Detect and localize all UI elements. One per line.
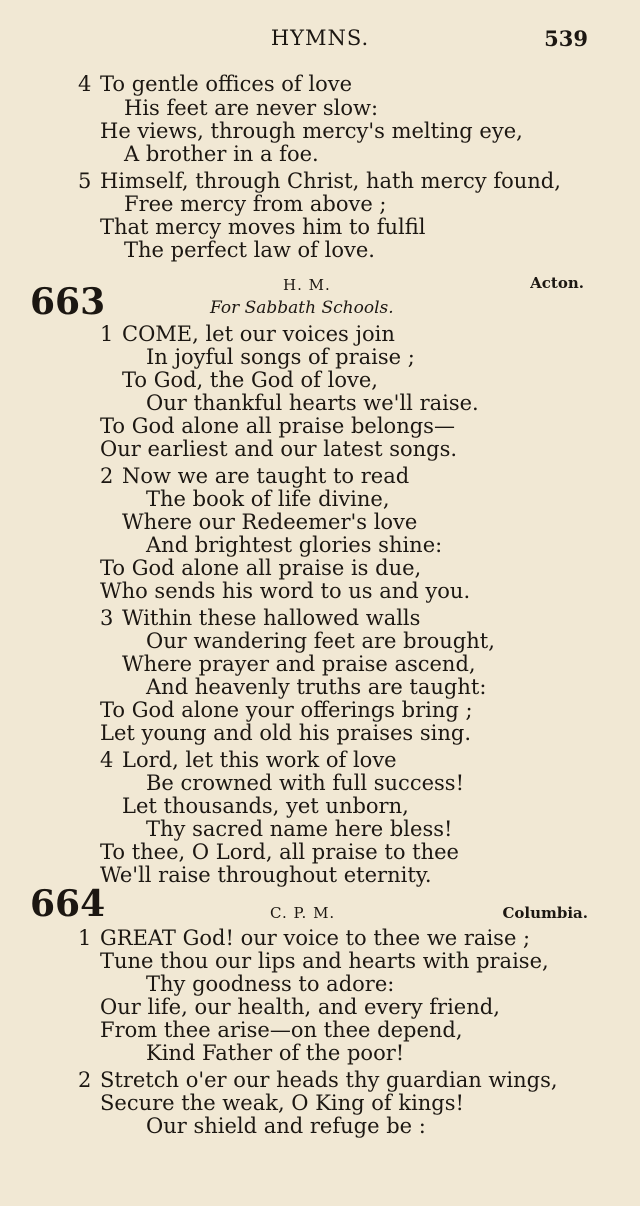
verse-line: And heavenly truths are taught:	[146, 675, 487, 699]
verse-line: To God alone all praise belongs—	[100, 414, 455, 438]
verse-line: Let thousands, yet unborn,	[122, 794, 409, 818]
verse-number: 2	[78, 1068, 92, 1092]
tune-name: Columbia.	[502, 904, 588, 922]
verse-line: Thy goodness to adore:	[146, 972, 395, 996]
verse-line: 1 COME, let our voices join	[100, 322, 395, 346]
verse-line: Free mercy from above ;	[124, 192, 387, 216]
hymn-subtitle: For Sabbath Schools.	[210, 298, 394, 318]
verse-number: 2	[100, 464, 114, 488]
hymn-number: 664	[30, 883, 106, 925]
verse-line: Who sends his word to us and you.	[100, 579, 471, 603]
verse-line: That mercy moves him to fulfil	[100, 215, 426, 239]
meter-label: C. P. M.	[270, 904, 336, 922]
verse-line: Our life, our health, and every friend,	[100, 995, 500, 1019]
verse-number: 1	[100, 322, 114, 346]
verse-line: Our thankful hearts we'll raise.	[146, 391, 479, 415]
verse-line: We'll raise throughout eternity.	[100, 863, 432, 887]
verse-line: The perfect law of love.	[124, 238, 375, 262]
verse-line: 2 Now we are taught to read	[100, 464, 410, 488]
verse-line: Secure the weak, O King of kings!	[100, 1091, 464, 1115]
verse-line: To thee, O Lord, all praise to thee	[100, 840, 459, 864]
verse-line: 1 GREAT God! our voice to thee we raise ;	[78, 926, 531, 950]
verse-line: A brother in a foe.	[124, 142, 319, 166]
verse-line: Kind Father of the poor!	[146, 1041, 405, 1065]
verse-line: 2 Stretch o'er our heads thy guardian wings,	[78, 1068, 558, 1092]
verse-line: To God, the God of love,	[122, 368, 378, 392]
verse-number: 5	[78, 169, 92, 193]
verse-line: His feet are never slow:	[124, 96, 379, 120]
verse-line: To God alone all praise is due,	[100, 556, 422, 580]
verse-line: Our shield and refuge be :	[146, 1114, 426, 1138]
verse-line: Let young and old his praises sing.	[100, 721, 472, 745]
verse-line: And brightest glories shine:	[146, 533, 443, 557]
meter-label: H. M.	[283, 276, 331, 294]
verse-line: 4 To gentle offices of love	[78, 72, 353, 96]
verse-line: Where prayer and praise ascend,	[122, 652, 476, 676]
verse-line: Our wandering feet are brought,	[146, 629, 495, 653]
tune-name: Acton.	[530, 274, 584, 292]
verse-line: Tune thou our lips and hearts with praise,	[100, 949, 549, 973]
verse-line: 5 Himself, through Christ, hath mercy found,	[78, 169, 561, 193]
page-number: 539	[544, 26, 588, 51]
verse-line: Be crowned with full success!	[146, 771, 465, 795]
verse-line: He views, through mercy's melting eye,	[100, 119, 523, 143]
verse-line: 3 Within these hallowed walls	[100, 606, 421, 630]
verse-line: Thy sacred name here bless!	[146, 817, 453, 841]
verse-line: In joyful songs of praise ;	[146, 345, 415, 369]
page-header	[0, 24, 640, 54]
verse-number: 3	[100, 606, 114, 630]
verse-number: 1	[78, 926, 92, 950]
verse-number: 4	[100, 748, 114, 772]
verse-number: 4	[78, 72, 92, 96]
verse-line: The book of life divine,	[146, 487, 390, 511]
running-title: HYMNS.	[270, 26, 370, 50]
hymn-number: 663	[30, 281, 106, 323]
verse-line: 4 Lord, let this work of love	[100, 748, 397, 772]
verse-line: Our earliest and our latest songs.	[100, 437, 458, 461]
verse-line: From thee arise—on thee depend,	[100, 1018, 463, 1042]
verse-line: To God alone your offerings bring ;	[100, 698, 473, 722]
verse-line: Where our Redeemer's love	[122, 510, 418, 534]
